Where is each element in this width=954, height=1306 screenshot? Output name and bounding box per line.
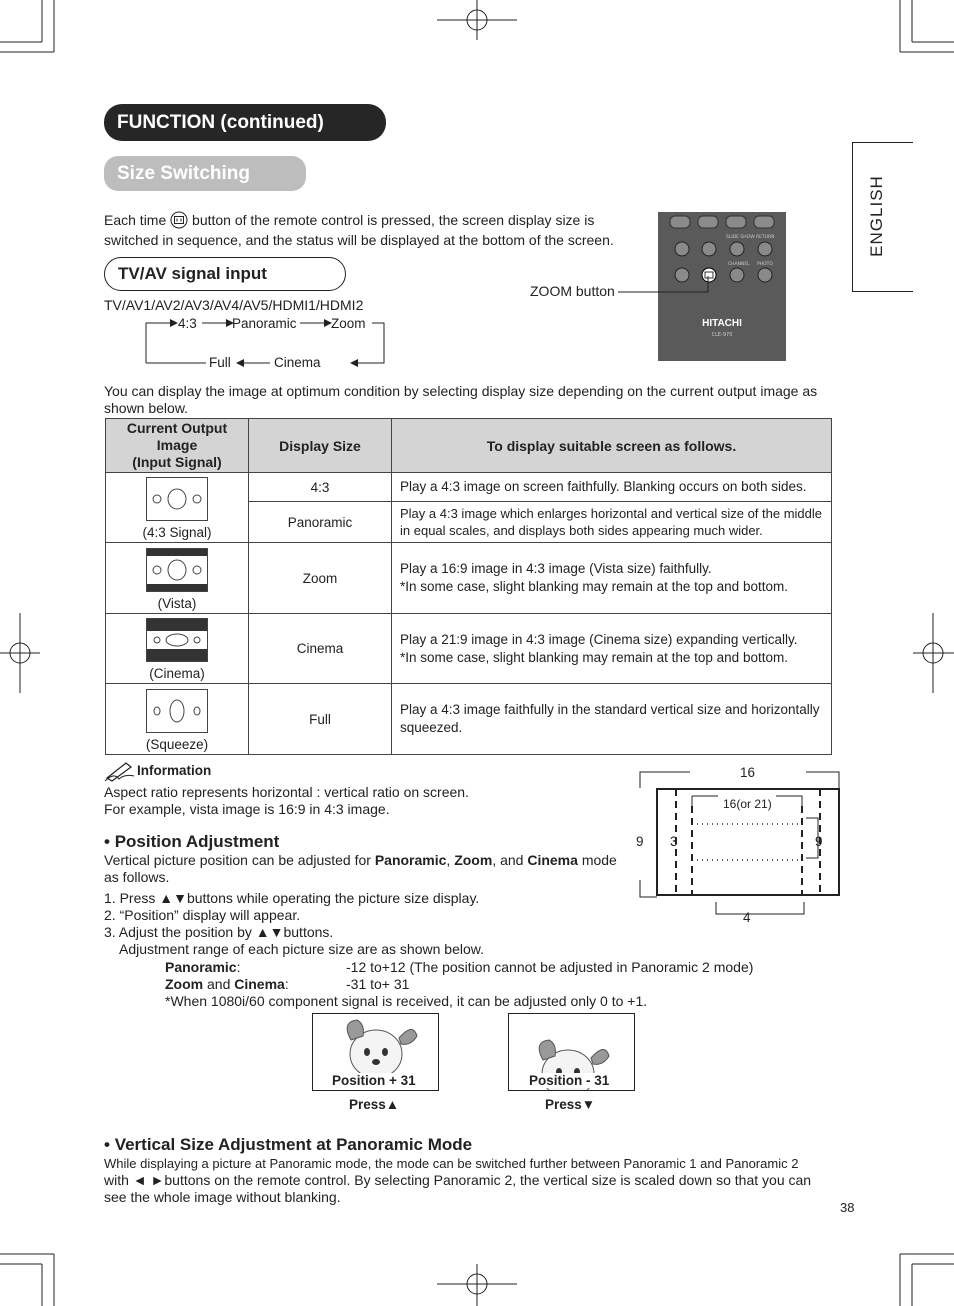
range-cinema-name: Cinema xyxy=(234,976,285,992)
description-line: Play a 16:9 image in 4:3 image (Vista size) faithfully. xyxy=(400,561,712,576)
remote-label-channel: CHANNEL xyxy=(728,262,750,267)
position-title-text: Position Adjustment xyxy=(114,832,280,851)
remote-label-photo: PHOTO xyxy=(757,262,773,267)
zoom-button-label: ZOOM button xyxy=(530,283,615,299)
page-number: 38 xyxy=(840,1200,855,1215)
ratio-top-label: 16 xyxy=(740,765,756,780)
description-note: *In some case, slight blanking may remain at the top and bottom. xyxy=(400,579,788,594)
press-down-label: Press▼ xyxy=(545,1097,596,1112)
signal-cell-squeeze xyxy=(106,684,249,755)
information-line2: For example, vista image is 16:9 in 4:3 image. xyxy=(104,801,390,817)
size-table xyxy=(105,418,832,755)
signal-label: (Cinema) xyxy=(149,666,205,681)
signal-4-3-icon xyxy=(146,477,208,521)
information-label: Information xyxy=(137,763,212,778)
table-header-signal xyxy=(106,419,249,473)
signal-cinema-icon xyxy=(146,618,208,662)
range-note: *When 1080i/60 component signal is received, it can be adjusted only 0 to +1. xyxy=(165,993,648,1009)
ratio-inner-label: 16(or 21) xyxy=(723,797,772,811)
signal-label: (Vista) xyxy=(157,596,197,611)
position-down-label: Position - 31 xyxy=(529,1073,610,1088)
pencil-icon xyxy=(104,760,136,782)
intro-text xyxy=(104,211,644,229)
range-zoom-cinema-value: -31 to+ 31 xyxy=(346,976,410,992)
zoom-button-icon xyxy=(170,211,188,229)
remote-brand: HITACHI xyxy=(702,318,742,329)
description-note: *In some case, slight blanking may remain at the top and bottom. xyxy=(400,649,788,665)
signal-cell-4-3 xyxy=(106,473,249,543)
description-cell xyxy=(392,614,832,684)
tvav-title: TV/AV signal input xyxy=(118,264,267,283)
vertical-line3: see the whole image without blanking. xyxy=(104,1189,341,1205)
signal-vista-icon xyxy=(146,548,208,592)
description-cell xyxy=(392,543,832,614)
ratio-inner-left-label: 3 xyxy=(670,834,678,849)
vertical-line1: While displaying a picture at Panoramic mode, the mode can be switched further between Panoramic 1 and Panoramic 2 xyxy=(104,1156,799,1171)
table-header-description: To display suitable screen as follows. xyxy=(392,419,832,473)
description-line: Play a 21:9 image in 4:3 image (Cinema size) expanding vertically. xyxy=(400,631,798,647)
range-zoom-name: Zoom xyxy=(165,976,204,992)
position-up-label: Position + 31 xyxy=(332,1073,416,1088)
language-tab-label: ENGLISH xyxy=(867,175,886,257)
range-pan-colon: : xyxy=(236,959,241,975)
desc-text: Vertical picture position can be adjusted for xyxy=(104,852,371,868)
display-size-cell: Cinema xyxy=(249,614,392,684)
subsection-title: Size Switching xyxy=(104,156,306,191)
display-size-cell: Full xyxy=(249,684,392,755)
optimum-text: You can display the image at optimum condition by selecting display size depending on the current output image as shown below. xyxy=(104,383,818,416)
range-zc-colon: : xyxy=(284,976,289,992)
range-pan-name: Panoramic xyxy=(165,959,237,975)
description-cell: Play a 4:3 image faithfully in the standard vertical size and horizontally squeezed. xyxy=(392,684,832,755)
position-step-1: 1. Press ▲▼buttons while operating the picture size display. xyxy=(104,890,480,906)
vertical-title xyxy=(104,1135,472,1155)
range-zoom-cinema-label xyxy=(165,976,289,993)
position-range-intro: Adjustment range of each picture size are as shown below. xyxy=(119,941,484,957)
display-size-cell: Panoramic xyxy=(249,502,392,543)
press-up-label: Press▲ xyxy=(349,1097,400,1112)
information-line1: Aspect ratio represents horizontal : vertical ratio on screen. xyxy=(104,784,469,800)
position-title xyxy=(104,832,279,852)
signal-label: (Squeeze) xyxy=(145,737,209,752)
desc-zoom: Zoom xyxy=(454,852,493,868)
desc-panoramic: Panoramic xyxy=(374,852,447,868)
header-line-1: Current Output xyxy=(126,420,228,436)
zoom-pointer-line xyxy=(618,270,718,300)
cycle-4-3: 4:3 xyxy=(178,316,197,331)
intro-part1: Each time xyxy=(104,212,167,228)
position-desc xyxy=(104,852,617,869)
section-title: FUNCTION (continued) xyxy=(104,104,386,141)
cycle-full: Full xyxy=(209,355,231,370)
desc-and: , and xyxy=(492,852,524,868)
signal-label: (4:3 Signal) xyxy=(142,525,212,540)
cycle-cinema: Cinema xyxy=(274,355,321,370)
cycle-panoramic: Panoramic xyxy=(232,316,297,331)
remote-label-return: RETURN xyxy=(756,235,775,240)
aspect-ratio-diagram xyxy=(630,762,845,932)
desc-mode: mode xyxy=(581,852,617,868)
vertical-title-text: Vertical Size Adjustment at Panoramic Mode xyxy=(114,1135,473,1154)
bullet: • xyxy=(104,1135,110,1154)
ratio-left-label: 9 xyxy=(636,834,644,849)
header-line-2: Image xyxy=(156,437,198,453)
intro-part2: button of the remote control is pressed, the screen display size is xyxy=(192,212,595,228)
position-step-2: 2. “Position” display will appear. xyxy=(104,907,301,923)
display-size-cell: Zoom xyxy=(249,543,392,614)
remote-label-slideshow: SLIDE SHOW xyxy=(726,235,755,240)
intro-line2: switched in sequence, and the status will be displayed at the bottom of the screen. xyxy=(104,232,614,248)
desc-comma: , xyxy=(446,852,455,868)
table-header-display-size: Display Size xyxy=(249,419,392,473)
vertical-line2: with ◄ ►buttons on the remote control. By selecting Panoramic 2, the vertical size is scaled down so that you can xyxy=(104,1172,812,1188)
header-line-3: (Input Signal) xyxy=(132,454,222,470)
position-step-3: 3. Adjust the position by ▲▼buttons. xyxy=(104,924,334,940)
tvav-inputs: TV/AV1/AV2/AV3/AV4/AV5/HDMI1/HDMI2 xyxy=(104,297,364,313)
range-panoramic-label xyxy=(165,959,240,976)
description-cell: Play a 4:3 image which enlarges horizontal and vertical size of the middle in equal scales, and displays both sides appearing much wider. xyxy=(392,502,832,543)
signal-cell-vista xyxy=(106,543,249,614)
ratio-right-label: 9 xyxy=(815,834,823,849)
signal-squeeze-icon xyxy=(146,689,208,733)
ratio-bottom-label: 4 xyxy=(743,910,751,925)
range-panoramic-value: -12 to+12 (The position cannot be adjusted in Panoramic 2 mode) xyxy=(346,959,754,975)
description-cell: Play a 4:3 image on screen faithfully. Blanking occurs on both sides. xyxy=(392,473,832,502)
desc-cinema: Cinema xyxy=(527,852,578,868)
range-and: and xyxy=(207,976,231,992)
remote-model: CLE-970 xyxy=(711,332,733,338)
bullet: • xyxy=(104,832,110,851)
cycle-zoom: Zoom xyxy=(331,316,366,331)
display-size-cell: 4:3 xyxy=(249,473,392,502)
position-desc-line2: as follows. xyxy=(104,869,170,885)
signal-cell-cinema xyxy=(106,614,249,684)
